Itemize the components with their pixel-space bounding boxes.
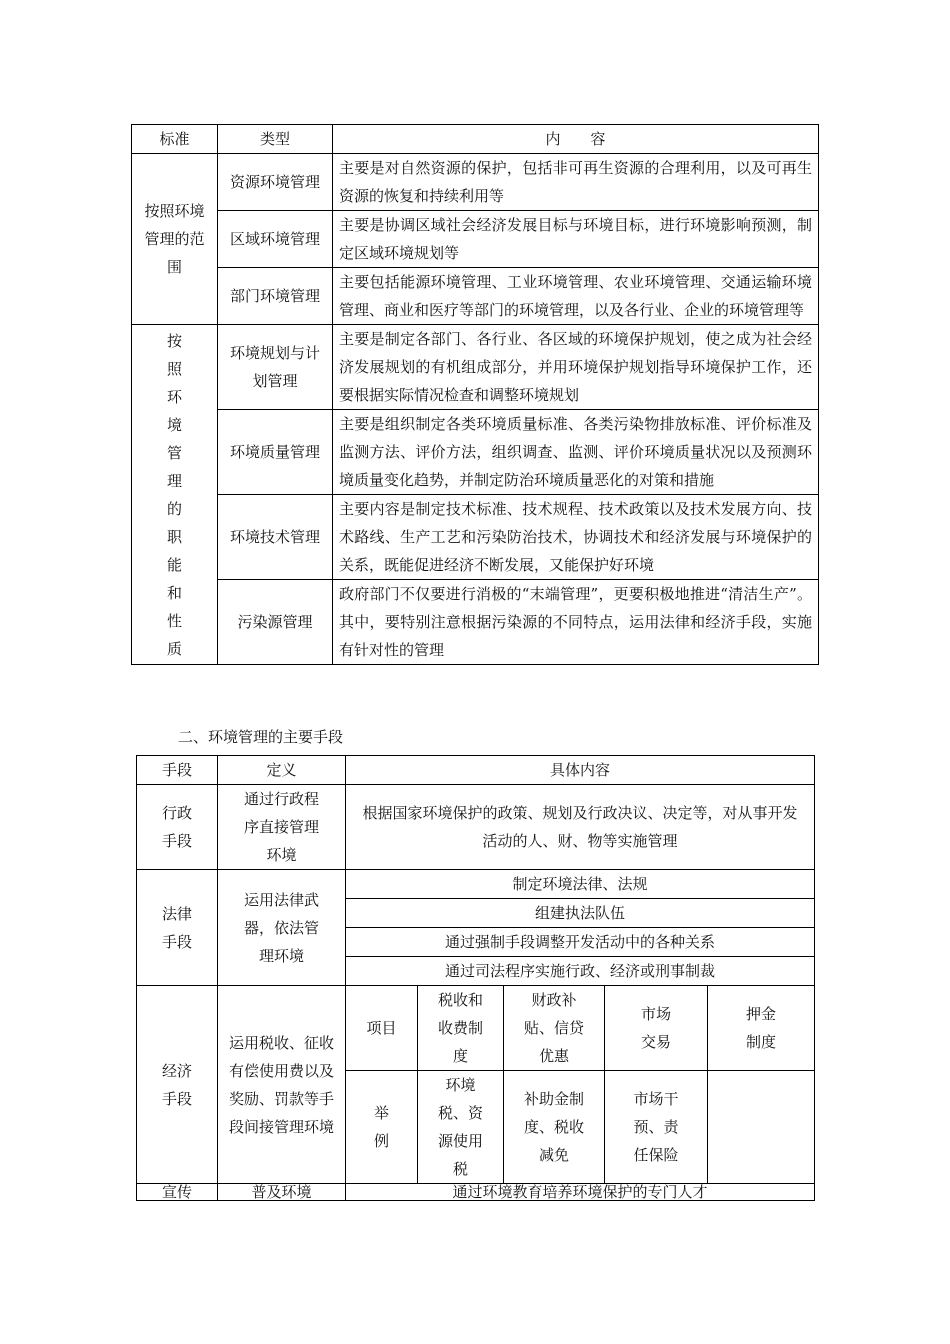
type-cell: 资源环境管理 <box>218 154 333 211</box>
law-item: 组建执法队伍 <box>346 899 815 928</box>
environment-management-types-table <box>131 124 819 665</box>
law-item: 通过强制手段调整开发活动中的各种关系 <box>346 928 815 957</box>
type-cell: 环境质量管理 <box>218 410 333 495</box>
table-row <box>132 154 819 211</box>
standard-function-cell <box>132 325 218 665</box>
economic-example: 补助金制度、税收减免 <box>504 1071 605 1184</box>
table-row <box>132 410 819 495</box>
management-means-table <box>136 755 815 1201</box>
table-row <box>132 325 819 410</box>
table-row <box>132 495 819 580</box>
economic-item: 税收和收费制度 <box>418 986 504 1071</box>
table-header-row <box>137 756 815 785</box>
header-means: 手段 <box>137 756 218 785</box>
means-admin <box>137 785 218 870</box>
header-standard: 标准 <box>132 125 218 154</box>
type-cell: 环境技术管理 <box>218 495 333 580</box>
content-cell: 主要是组织制定各类环境质量标准、各类污染物排放标准、评价标准及监测方法、评价方法，组织调查、监测、评价环境质量状况以及预测环境质量变化趋势，并制定防治环境质量恶化的对策和措施 <box>333 410 819 495</box>
definition-economic: 运用税收、征收有偿使用费以及奖励、罚款等手段间接管理环境 <box>218 986 346 1184</box>
type-cell: 区域环境管理 <box>218 211 333 268</box>
economic-example <box>605 1071 708 1184</box>
type-cell: 部门环境管理 <box>218 268 333 325</box>
means-economic-text: 经济手段 <box>162 1061 193 1108</box>
content-cell: 主要内容是制定技术标准、技术规程、技术政策以及技术发展方向、技术路线、生产工艺和污染防治技术，协调技术和经济发展与环境保护的关系，既能促进经济不断发展，又能保护好环境 <box>333 495 819 580</box>
header-type: 类型 <box>218 125 333 154</box>
content-cell: 主要是制定各部门、各行业、各区域的环境保护规划，使之成为社会经济发展规划的有机组成部分，并用环境保护规划指导环境保护工作，还要根据实际情况检查和调整环境规划 <box>333 325 819 410</box>
economic-example-text: 市场干预、责任保险 <box>633 1090 679 1164</box>
means-propaganda: 宣传 <box>137 1184 218 1201</box>
economic-example-label-text: 举例 <box>374 1104 390 1150</box>
means-admin-text: 行政手段 <box>162 804 193 850</box>
table-row <box>137 870 815 899</box>
header-details: 具体内容 <box>346 756 815 785</box>
content-propaganda: 通过环境教育培养环境保护的专门人才 <box>346 1184 815 1201</box>
type-cell: 污染源管理 <box>218 580 333 665</box>
table-row <box>137 1184 815 1201</box>
economic-item-text: 押金制度 <box>746 1005 777 1051</box>
economic-item-text: 市场交易 <box>641 1005 672 1051</box>
section-heading: 二、环境管理的主要手段 <box>178 728 344 746</box>
table-header-row <box>132 125 819 154</box>
content-cell: 主要包括能源环境管理、工业环境管理、农业环境管理、交通运输环境管理、商业和医疗等部门的环境管理，以及各行业、企业的环境管理等 <box>333 268 819 325</box>
content-admin: 根据国家环境保护的政策、规划及行政决议、决定等，对从事开发活动的人、财、物等实施管理 <box>346 785 815 870</box>
law-item: 通过司法程序实施行政、经济或刑事制裁 <box>346 957 815 986</box>
table-row <box>137 785 815 870</box>
standard-function: 按照环境管理的职能和性质 <box>167 331 183 658</box>
means-law <box>137 870 218 986</box>
table-row <box>132 211 819 268</box>
definition-admin: 通过行政程序直接管理环境 <box>218 785 346 870</box>
header-content: 内 容 <box>333 125 819 154</box>
means-economic <box>137 986 218 1184</box>
content-cell: 主要是对自然资源的保护，包括非可再生资源的合理利用，以及可再生资源的恢复和持续利用等 <box>333 154 819 211</box>
definition-law: 运用法律武器，依法管理环境 <box>218 870 346 986</box>
means-law-text: 法律手段 <box>162 904 193 951</box>
law-item: 制定环境法律、法规 <box>346 870 815 899</box>
economic-example-label <box>346 1071 418 1184</box>
economic-item <box>708 986 815 1071</box>
content-cell: 主要是协调区域社会经济发展目标与环境目标，进行环境影响预测，制定区域环境规划等 <box>333 211 819 268</box>
table-row <box>132 580 819 665</box>
standard-scope: 按照环境管理的范围 <box>132 154 218 325</box>
economic-example: 环境税、资源使用税 <box>418 1071 504 1184</box>
definition-propaganda: 普及环境 <box>218 1184 346 1201</box>
economic-example-empty <box>708 1071 815 1184</box>
economic-item-label: 项目 <box>346 986 418 1071</box>
type-cell: 环境规划与计划管理 <box>218 325 333 410</box>
economic-item <box>605 986 708 1071</box>
economic-item: 财政补贴、信贷优惠 <box>504 986 605 1071</box>
content-cell: 政府部门不仅要进行消极的“末端管理”，更要积极地推进“清洁生产”。其中，要特别注意根据污染源的不同特点，运用法律和经济手段，实施有针对性的管理 <box>333 580 819 665</box>
header-definition: 定义 <box>218 756 346 785</box>
table-row <box>137 986 815 1071</box>
table-row <box>132 268 819 325</box>
